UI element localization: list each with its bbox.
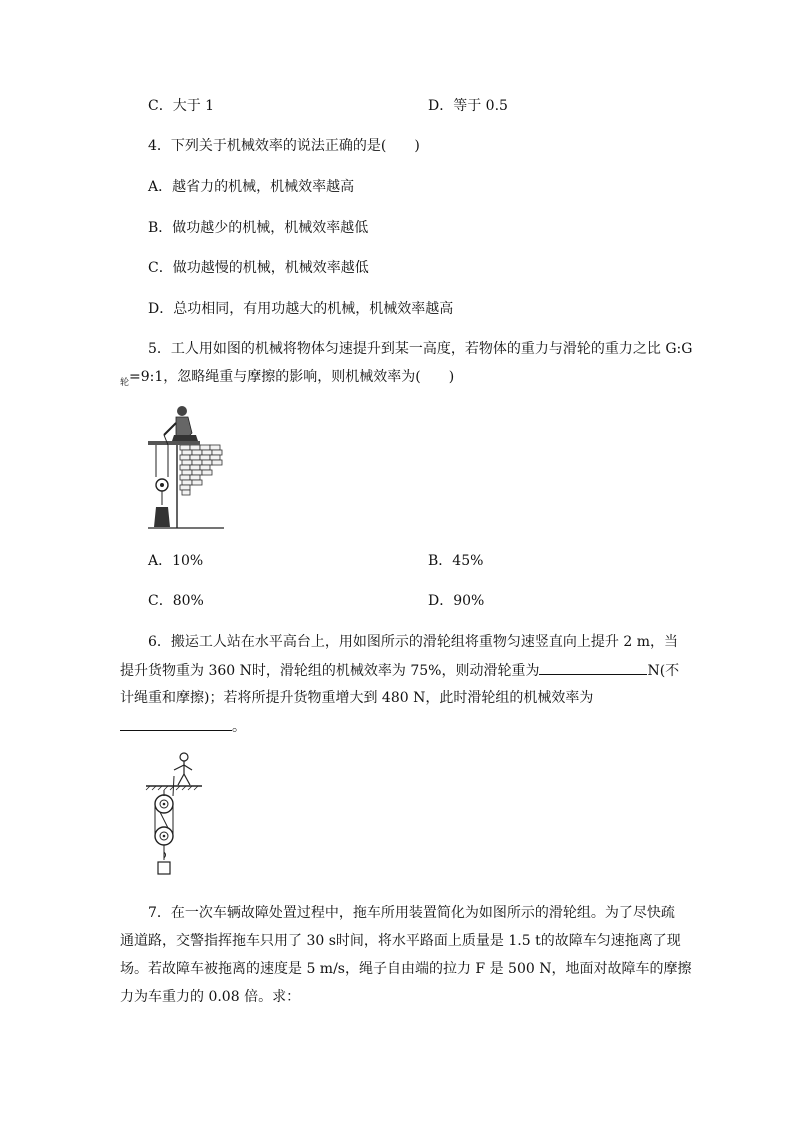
q6-line4-end: 。	[232, 719, 246, 735]
q3-option-d: D．等于 0.5	[428, 98, 508, 114]
q5-stem-line1: 5．工人用如图的机械将物体匀速提升到某一高度，若物体的重力与滑轮的重力之比 G:G	[148, 341, 693, 357]
answer-blank-efficiency[interactable]	[120, 716, 232, 731]
q5-option-d: D．90%	[428, 593, 485, 609]
q7-line3: 场。若故障车被拖离的速度是 5 m/s，绳子自由端的拉力 F 是 500 N，地面对故障车的摩擦	[120, 961, 692, 977]
q5-stem-line2-text: =9:1，忽略绳重与摩擦的影响，则机械效率为( )	[129, 369, 455, 385]
q5-option-b: B．45%	[428, 553, 484, 569]
q4-option-d: D．总功相同，有用功越大的机械，机械效率越高	[148, 301, 454, 317]
q5-subscript: 轮	[120, 378, 130, 388]
q6-line2-text: 提升货物重为 360 N时，滑轮组的机械效率为 75%，则动滑轮重为	[120, 663, 540, 679]
q6-line3: 计绳重和摩擦)；若将所提升货物重增大到 480 N，此时滑轮组的机械效率为	[120, 690, 594, 706]
q6-line2	[120, 660, 679, 681]
q4-option-a: A．越省力的机械，机械效率越高	[148, 179, 355, 195]
q3-option-c: C．大于 1	[148, 98, 215, 114]
q5-option-c: C．80%	[148, 593, 204, 609]
q7-line1: 7．在一次车辆故障处置过程中，拖车所用装置简化为如图所示的滑轮组。为了尽快疏	[148, 905, 675, 921]
q4-option-b: B．做功越少的机械，机械效率越低	[148, 220, 369, 236]
q6-line2-end: N(不	[647, 663, 680, 679]
answer-blank-pulley-weight[interactable]	[539, 660, 647, 675]
q6-line1: 6．搬运工人站在水平高台上，用如图所示的滑轮组将重物匀速竖直向上提升 2 m，当	[148, 634, 678, 650]
q4-option-c: C．做功越慢的机械，机械效率越低	[148, 260, 369, 276]
q6-line4	[120, 716, 246, 737]
q7-line2: 通道路，交警指挥拖车只用了 30 s时间，将水平路面上质量是 1.5 t的故障车匀速拖离了现	[120, 933, 681, 949]
pulley-block-figure	[144, 752, 204, 878]
q4-stem: 4．下列关于机械效率的说法正确的是( )	[148, 138, 420, 154]
worker-pulley-figure	[146, 405, 228, 531]
q5-stem-line2	[120, 367, 454, 389]
q7-line4: 力为车重力的 0.08 倍。求：	[120, 989, 301, 1005]
q5-option-a: A．10%	[148, 553, 204, 569]
